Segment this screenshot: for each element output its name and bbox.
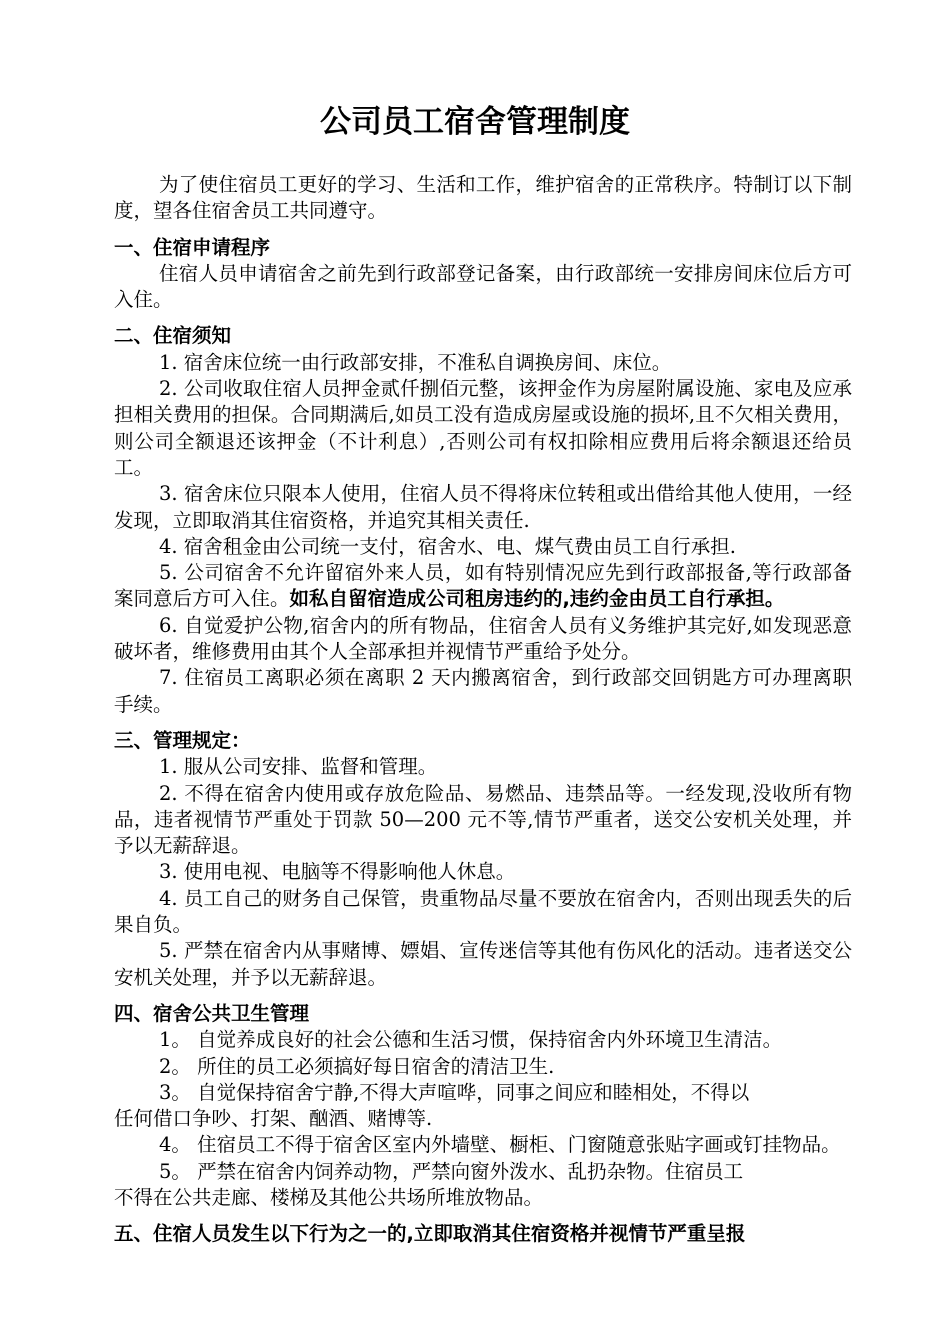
- section-heading: 四、宿舍公共卫生管理: [114, 1001, 310, 1025]
- list-item: 2. 不得在宿舍内使用或存放危险品、易燃品、违禁品等。一经发现,没收所有物品，违者视情节严重处于罚款 50—200 元不等,情节严重者，送交公安机关处理，并予以无薪辞退。: [114, 781, 852, 858]
- list-item: 4. 宿舍租金由公司统一支付，宿舍水、电、煤气费由员工自行承担.: [159, 534, 737, 558]
- document-body: [114, 172, 852, 1248]
- section-paragraph: 住宿人员申请宿舍之前先到行政部登记备案，由行政部统一安排房间床位后方可入住。: [114, 261, 852, 312]
- list-item-continuation: 不得在公共走廊、楼梯及其他公共场所堆放物品。: [114, 1185, 544, 1209]
- list-item: 3. 宿舍床位只限本人使用，住宿人员不得将床位转租或出借给其他人使用，一经发现，立即取消其住宿资格，并追究其相关责任.: [114, 482, 852, 532]
- list-item-continuation: 任何借口争吵、打架、酗酒、赌博等.: [114, 1107, 433, 1131]
- section-heading: 一、住宿申请程序: [114, 235, 271, 259]
- list-item: 1. 宿舍床位统一由行政部安排，不准私自调换房间、床位。: [159, 350, 672, 374]
- section-heading: 五、住宿人员发生以下行为之一的,立即取消其住宿资格并视情节严重呈报: [114, 1222, 746, 1246]
- list-item: [114, 560, 852, 613]
- bold-note: 如私自留宿造成公司租房违约的,违约金由员工自行承担。: [289, 587, 785, 611]
- list-item: 1. 服从公司安排、监督和管理。: [159, 755, 438, 779]
- document-title: 公司员工宿舍管理制度: [320, 104, 630, 140]
- section-heading: 二、住宿须知: [114, 324, 232, 348]
- list-item: 4. 员工自己的财务自己保管，贵重物品尽量不要放在宿舍内，否则出现丢失的后果自负。: [114, 886, 852, 937]
- intro-paragraph: 为了使住宿员工更好的学习、生活和工作，维护宿舍的正常秩序。特制订以下制度，望各住宿舍员工共同遵守。: [114, 173, 852, 223]
- list-item: 3。 自觉保持宿舍宁静,不得大声喧哗，同事之间应和睦相处，不得以: [159, 1080, 750, 1104]
- list-item: 2. 公司收取住宿人员押金贰仟捌佰元整，该押金作为房屋附属设施、家电及应承担相关费用的担保。合同期满后,如员工没有造成房屋或设施的损坏,且不欠相关费用，则公司全额退还该押金（不计利息）,否则公司有权扣除相应费用后将余额退还给员工。: [114, 377, 852, 479]
- list-item: 6. 自觉爱护公物,宿舍内的所有物品，住宿舍人员有义务维护其完好,如发现恶意破坏者，维修费用由其个人全部承担并视情节严重给予处分。: [114, 613, 852, 664]
- list-item: 1。 自觉养成良好的社会公德和生活习惯，保持宿舍内外环境卫生清洁。: [159, 1028, 783, 1052]
- list-item-text: 5. 公司宿舍不允许留宿外来人员，如有特别情况应先到行政部报备,等行政部备案同意后方可入住。: [114, 561, 852, 611]
- list-item: 3. 使用电视、电脑等不得影响他人休息。: [159, 860, 516, 884]
- list-item: 5。 严禁在宿舍内饲养动物，严禁向窗外泼水、乱扔杂物。住宿员工: [159, 1159, 744, 1183]
- list-item: 2。 所住的员工必须搞好每日宿舍的清洁卫生.: [159, 1054, 555, 1078]
- list-item: 5. 严禁在宿舍内从事赌博、嫖娼、宣传迷信等其他有伤风化的活动。违者送交公安机关处理，并予以无薪辞退。: [114, 939, 852, 989]
- list-item: 7. 住宿员工离职必须在离职 2 天内搬离宿舍，到行政部交回钥匙方可办理离职手续。: [114, 666, 852, 716]
- section-heading: 三、管理规定：: [114, 728, 251, 752]
- list-item: 4。 住宿员工不得于宿舍区室内外墙壁、橱柜、门窗随意张贴字画或钉挂物品。: [159, 1133, 841, 1157]
